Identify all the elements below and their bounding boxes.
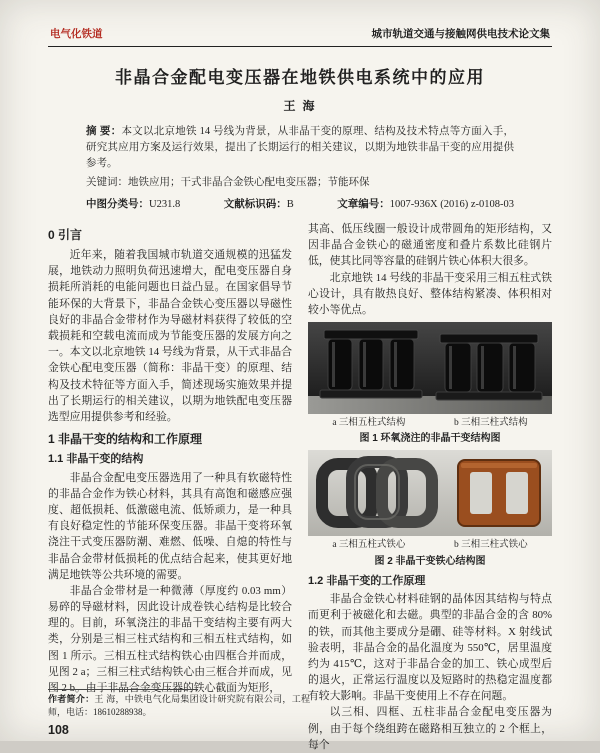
figure2-caption-a: a 三相五柱式铁心 — [332, 540, 406, 551]
page-number: 108 — [48, 723, 69, 737]
author-bio-text: 王 海，中铁电气化局集团设计研究院有限公司，工程师，电话：18610288938。 — [48, 693, 310, 717]
figure2-photo — [308, 450, 552, 536]
figure1-captions — [308, 416, 552, 430]
proceedings-title: 城市轨道交通与接触网供电技术论文集 — [371, 28, 550, 40]
section-1-1-heading: 1.1 非晶干变的结构 — [48, 453, 144, 466]
section-0-heading: 0 引言 — [48, 228, 83, 242]
article-no-label: 文章编号： — [337, 198, 390, 210]
clc-value: U231.8 — [149, 199, 181, 210]
doc-code-label: 文献标识码： — [223, 198, 287, 210]
abstract-label: 摘 要： — [86, 125, 122, 137]
doc-code-value: B — [286, 199, 294, 210]
figure1-caption-a: a 三相五柱式结构 — [332, 418, 406, 429]
figure2-title: 图 2 非晶干变铁心结构图 — [374, 555, 486, 567]
structure-paragraph-3: 其高、低压线圈一般设计成带圆角的矩形结构，又因非晶合金铁心的磁通密度和叠片系数比硅钢片低，使其比同等容量的硅钢片铁心体积大很多。 — [308, 223, 552, 268]
footnote-divider — [48, 689, 198, 690]
keywords-block — [86, 175, 514, 191]
page-footer — [48, 689, 348, 737]
structure-paragraph-4: 北京地铁 14 号线的非晶干变采用三相五柱式铁心设计，具有散热良好、整体结构紧凑、体积相对较小等优点。 — [308, 271, 552, 316]
right-column — [308, 221, 552, 753]
principle-paragraph-2: 以三相、四框、五柱非晶合金配电变压器为例，由于每个绕组跨在磁路相互独立的 2 个框上，每个 — [308, 706, 552, 751]
meta-row — [86, 196, 514, 211]
figure-2 — [308, 450, 552, 568]
article-title: 非晶合金配电变压器在地铁供电系统中的应用 — [115, 68, 485, 87]
figure2-caption-b: b 三相三柱式铁心 — [454, 540, 528, 551]
running-head — [0, 0, 600, 46]
structure-paragraph-1: 非晶合金配电变压器选用了一种具有软磁特性的非晶合金作为铁心材料，其具有高饱和磁感应强度、超低损耗、低激磁电流、低矫顽力，是一种具有良好稳定性的节能环保变压器。非晶干变将环氧浇注干式变压器防潮、难燃、低噪、自熄的特性与非晶合金带材低损耗的优点结合起来，使其更好地满足地铁等公共环境的需要。 — [48, 471, 292, 581]
author-bio-label: 作者简介： — [48, 693, 95, 704]
structure-paragraph-2: 非晶合金带材是一种微薄（厚度约 0.03 mm）易碎的导磁材料，因此设计成卷铁心结构是比较合理的。目前，环氧浇注的非晶干变结构主要有两大类，分别是三相三柱式结构和三相五柱式结构，如图 1 所示。三相五柱式结构铁心由四框合并而成，见图 2 a；三相三柱式结构铁心由三框合并而成，见图 2 b。由于非晶合金变压器的铁心截面为矩形， — [48, 584, 292, 694]
figure1-caption-b: b 三相三柱式结构 — [454, 418, 528, 429]
section-1-heading: 1 非晶干变的结构和工作原理 — [48, 432, 203, 447]
two-column-body — [48, 221, 552, 753]
principle-paragraph-1: 非晶合金铁心材料硅钢的晶体因其结构与特点而更利于被磁化和去磁。典型的非晶合金的含 80%的铁，而其他主要成分是硼、硅等材料。X 射线试验表明，非晶合金的晶化温度为 550℃，居里温度约为 415℃，这对于非晶合金的加工、铁心成型后的退火，正常运行温度以及短路时的热稳定温度都有较大影响。非晶干变使用上不存在问题。 — [308, 593, 552, 703]
figure-1 — [308, 322, 552, 446]
article-no-item — [337, 196, 514, 211]
clc-item — [86, 196, 180, 211]
article-no-value: 1007-936X (2016) z-0108-03 — [389, 199, 514, 210]
section-1-2-heading: 1.2 非晶干变的工作原理 — [308, 574, 426, 587]
figure2-captions — [308, 538, 552, 552]
clc-label: 中图分类号： — [86, 198, 149, 210]
journal-name: 电气化铁道 — [50, 28, 103, 40]
doc-code-item — [224, 196, 294, 211]
author-name: 王 海 — [283, 99, 317, 113]
figure1-title: 图 1 环氧浇注的非晶干变结构图 — [359, 433, 501, 445]
author-bio — [48, 693, 310, 719]
abstract-text: 本文以北京地铁 14 号线为背景，从非晶干变的原理、结构及技术特点等方面入手，研究其应用方案及运行效果，提出了长期运行的相关建议，以期为地铁非晶干变的应用提供参考。 — [86, 126, 514, 169]
keywords-text: 地铁应用；干式非晶合金铁心配电变压器；节能环保 — [128, 177, 370, 189]
figure1-photo — [308, 322, 552, 414]
intro-paragraph: 近年来，随着我国城市轨道交通规模的迅猛发展，地铁动力照明负荷迅速增大，配电变压器自身损耗所消耗的电能问题也日益凸显。在国家倡导节能环保的大背景下，非晶合金铁心变压器以导磁性良好的非晶合金带材作为导磁材料获得了较低的空载损耗和空载电流而成为节能变压器的发展方向之一。本文以北京地铁 14 号线为背景，从干式非晶合金铁心配电变压器（简称：非晶干变）的原理、结构及技术特征等方面入手，简述现场实施效果并提出了长期运行的相关建议，以期为地铁配电变压器选型应用提供参考和经验。 — [48, 249, 292, 423]
abstract-block — [86, 124, 514, 171]
left-column — [48, 221, 292, 753]
header-divider — [48, 46, 552, 47]
keywords-label: 关键词： — [86, 177, 128, 189]
